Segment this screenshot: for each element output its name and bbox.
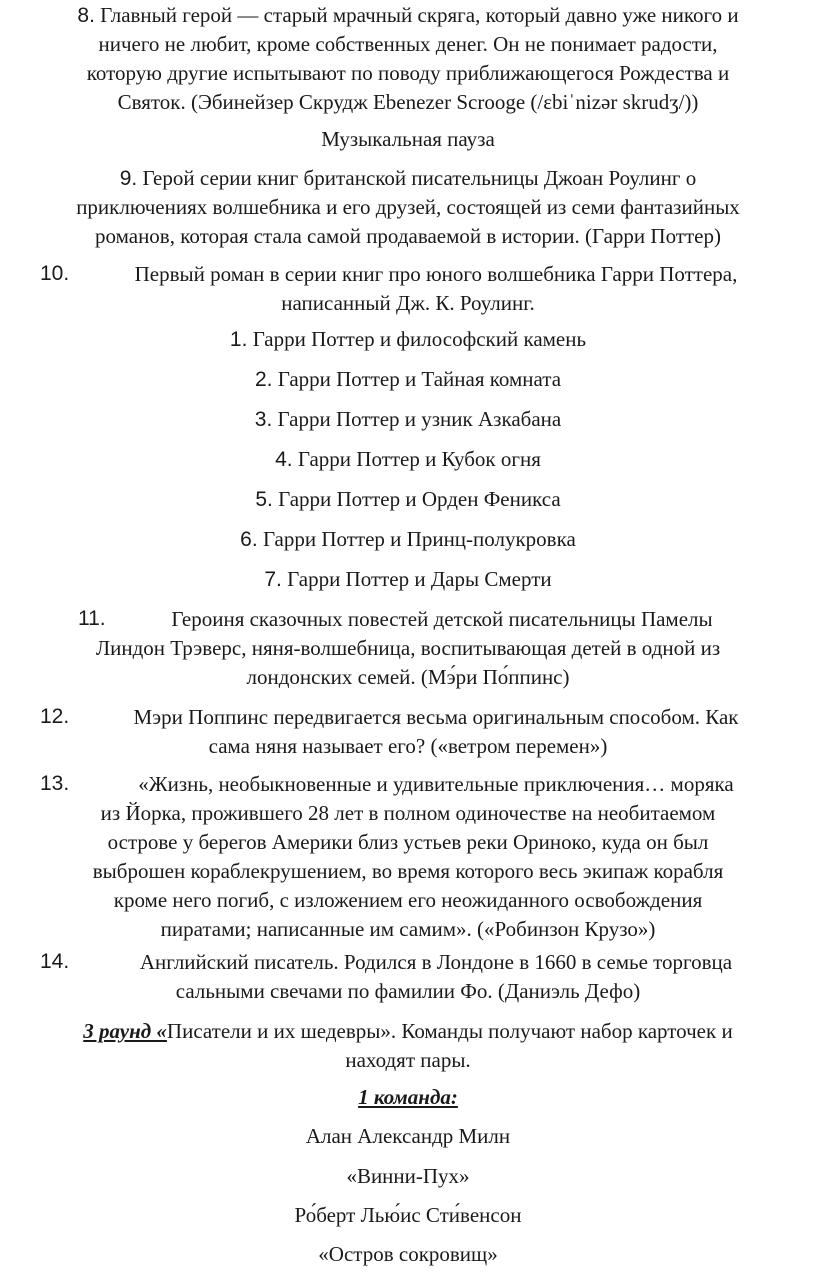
item-13-line-4: выброшен кораблекрушением, во время которого весь экипаж корабля bbox=[92, 859, 724, 883]
round-3-line-2: находят пары. bbox=[345, 1048, 471, 1072]
item-9-line-1: 9. Герой серии книг британской писательницы Джоан Роулинг о bbox=[119, 166, 697, 190]
book-7: 7. Гарри Поттер и Дары Смерти bbox=[264, 567, 552, 591]
team-entry: Алан Александр Милн bbox=[305, 1124, 511, 1148]
item-13-line-6: пиратами; написанные им самим». («Робинзон Крузо») bbox=[160, 917, 656, 941]
item-12-line-2: сама няня называет его? («ветром перемен») bbox=[208, 734, 608, 758]
item-10-number: 10. bbox=[40, 262, 70, 285]
item-13-line-1: «Жизнь, необыкновенные и удивительные приключения… моряка bbox=[138, 772, 734, 796]
item-13-line-3: острове у берегов Америки близ устьев реки Ориноко, куда он был bbox=[107, 830, 709, 854]
item-14-number: 14. bbox=[40, 950, 70, 973]
team-entry: Ро́берт Лью́ис Сти́венсон bbox=[294, 1203, 522, 1227]
item-8-line-1: 8. Главный герой — старый мрачный скряга, который давно уже никого и bbox=[77, 3, 739, 27]
item-8-line-2: ничего не любит, кроме собственных денег. Он не понимает радости, bbox=[98, 32, 718, 56]
item-10-line-2: написанный Дж. К. Роулинг. bbox=[281, 291, 535, 315]
team-entry: «Остров сокровищ» bbox=[318, 1242, 498, 1266]
music-pause: Музыкальная пауза bbox=[321, 127, 495, 151]
item-11-line-3: лондонских семей. (Мэ́ри По́ппинс) bbox=[246, 665, 570, 689]
item-11-line-1: Героиня сказочных повестей детской писательницы Памелы bbox=[171, 607, 713, 631]
item-12-line-1: Мэри Поппинс передвигается весьма оригинальным способом. Как bbox=[133, 705, 739, 729]
item-8-line-4: Святок. (Эбинейзер Скрудж Ebenezer Scrooge (/ɛbiˈnizər skrudʒ/)) bbox=[117, 90, 699, 114]
team-entry: «Винни-Пух» bbox=[346, 1164, 470, 1188]
item-10-line-1: Первый роман в серии книг про юного волшебника Гарри Поттера, bbox=[134, 262, 738, 286]
item-8-line-3: которую другие испытывают по поводу приближающегося Рождества и bbox=[86, 61, 730, 85]
item-11-line-2: Линдон Трэверс, няня-волшебница, воспитывающая детей в одной из bbox=[95, 636, 721, 660]
item-8-number: 8. bbox=[77, 4, 95, 27]
item-9-line-2: приключениях волшебника и его друзей, состоящей из семи фантазийных bbox=[76, 195, 740, 219]
book-1: 1. Гарри Поттер и философский камень bbox=[229, 327, 587, 351]
book-6: 6. Гарри Поттер и Принц-полукровка bbox=[240, 527, 576, 551]
item-12-number: 12. bbox=[40, 705, 70, 728]
item-14-line-1: Английский писатель. Родился в Лондоне в 1660 в семье торговца bbox=[139, 950, 733, 974]
round-label: 3 раунд « bbox=[83, 1019, 167, 1043]
item-9-line-3: романов, которая стала самой продаваемой в истории. (Гарри Поттер) bbox=[95, 224, 721, 248]
round-3-line-1: 3 раунд «Писатели и их шедевры». Команды получают набор карточек и bbox=[83, 1019, 733, 1043]
book-3: 3. Гарри Поттер и узник Азкабана bbox=[254, 407, 562, 431]
item-13-line-5: кроме него погиб, с изложением его неожиданного освобождения bbox=[113, 888, 703, 912]
item-14-line-2: сальными свечами по фамилии Фо. (Даниэль Дефо) bbox=[175, 979, 641, 1003]
item-9-number: 9. bbox=[119, 167, 138, 190]
book-5: 5. Гарри Поттер и Орден Феникса bbox=[255, 487, 561, 511]
item-13-number: 13. bbox=[40, 772, 70, 795]
book-2: 2. Гарри Поттер и Тайная комната bbox=[254, 367, 562, 391]
team-heading: 1 команда: bbox=[358, 1085, 458, 1109]
book-4: 4. Гарри Поттер и Кубок огня bbox=[275, 447, 541, 471]
item-11-number: 11. bbox=[78, 607, 106, 630]
item-13-line-2: из Йорка, прожившего 28 лет в полном одиночестве на необитаемом bbox=[100, 801, 716, 825]
